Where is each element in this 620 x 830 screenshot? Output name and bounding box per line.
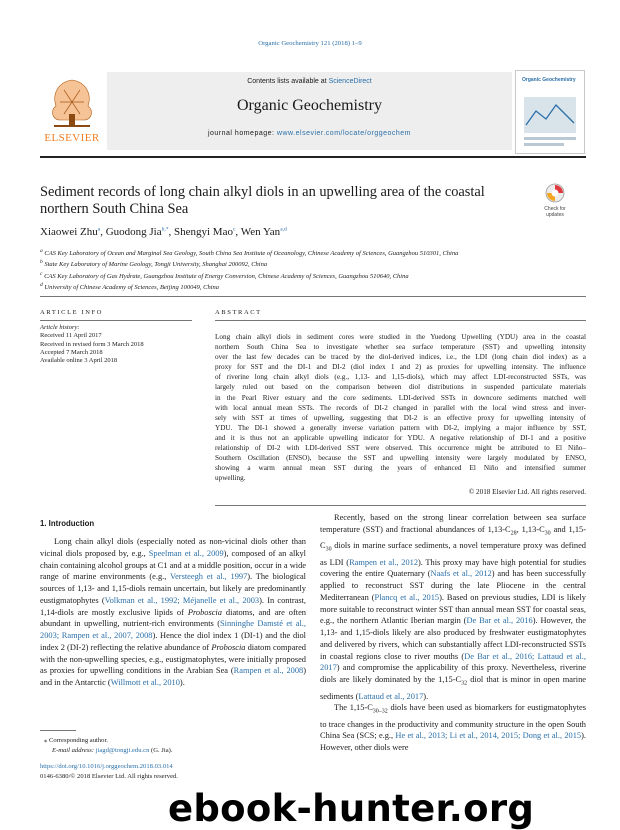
homepage-link[interactable]: www.elsevier.com/locate/orggeochem [276, 130, 412, 137]
author-name: Guodong Jia [105, 226, 162, 238]
citation-link[interactable]: He et al., 2013; Li et al., 2014, 2015; Dong et al., 2015 [395, 731, 582, 741]
citation-link[interactable]: Volkman et al., 1992; Méjanelle et al., 2003 [104, 595, 260, 605]
text-run: ). Based on previous studies, LDI is likely more suitable to reconstruct winter SST than annual mean SST for coastal seas, e.g., the northern Atlantic Iberian margin ( [320, 592, 586, 626]
contents-line: Contents lists available at ScienceDirect [247, 78, 372, 85]
citation-link[interactable]: Rampen et al., 2012 [349, 557, 419, 567]
history-item: Received 11 April 2017 [40, 332, 102, 340]
text-run: diols in marine surface sediments, a novel temperature proxy was defined as LDI ( [320, 541, 586, 567]
author-separator: , [168, 226, 174, 238]
text-run: The 1,15-C [334, 703, 373, 713]
author-affiliation-mark[interactable]: a [97, 226, 101, 233]
publisher-name: ELSEVIER [44, 132, 100, 144]
badge-text: Check for updates [544, 206, 566, 218]
author-name: Wen Yan [240, 226, 281, 238]
citation-link[interactable]: De Bar et al., 2016 [466, 616, 533, 626]
text-run: ). This proxy may have high potential for studies covering the entire Quaternary ( [320, 557, 586, 579]
abstract-heading: ABSTRACT [215, 309, 262, 316]
abstract-line: sely with SST at times of upwelling, suggesting that DI-2 is an effective proxy for upwelling intensity of [215, 413, 586, 422]
abstract-line: and it is thus not an applicable upwelling indicator for YDU. A negative relationship of DI-1 and a positive [215, 433, 586, 442]
footnote-rule [40, 730, 76, 731]
article-info-rule [40, 320, 192, 321]
text-run: diol that is minor in open marine sediments ( [320, 675, 586, 701]
subscript: 30 [325, 546, 332, 553]
journal-citation[interactable]: Organic Geochemistry 121 (2018) 1–9 [258, 40, 362, 47]
abstract-line: relationship of DI-2 with LDI-derived SST were observed. This occurrence might be attributed to El Niño– [215, 444, 586, 453]
italic-term: Proboscia [187, 607, 222, 617]
author-affiliation-mark[interactable]: c [232, 226, 236, 233]
asterisk-icon: ⁎ [44, 737, 48, 744]
text-run: ). The biological sources of 1,13- and 1,15-diols remain uncertain, but likely are predominantly eustigmatophytes ( [40, 572, 306, 605]
sciencedirect-link[interactable]: ScienceDirect [328, 78, 372, 85]
article-info-heading: ARTICLE INFO [40, 309, 104, 316]
affiliation [40, 258, 580, 269]
affiliation-mark: b [40, 259, 43, 266]
section-heading-introduction: 1. Introduction [40, 519, 95, 528]
paragraph [40, 536, 306, 689]
abstract-text [215, 332, 586, 483]
history-item: Available online 3 April 2018 [40, 357, 118, 365]
history-list [40, 332, 192, 365]
history-item: Accepted 7 March 2018 [40, 348, 103, 356]
abstract-rule [215, 320, 586, 321]
text-run: Recently, based on the strong linear correlation between sea surface temperature (SST) and fractional abundances of 1,13-C [320, 513, 586, 534]
affiliation-text: State Key Laboratory of Marine Geology, Tongji University, Shanghai 200092, China [42, 261, 268, 269]
copyright-line: © 2018 Elsevier Ltd. All rights reserved. [468, 488, 586, 497]
citation-link[interactable]: Rampen et al., 2008 [233, 666, 304, 676]
affiliation [40, 270, 580, 281]
email-link[interactable]: jiagd@tongji.edu.cn [95, 747, 150, 754]
elsevier-logo [40, 70, 104, 148]
abstract-line: Long chain alkyl diols in sediment cores were studied in the Yuedong Upwelling (YDU) area in the coastal [215, 333, 586, 341]
history-label: Article history: [40, 324, 80, 331]
crossmark-icon [545, 183, 565, 205]
text-run: ). [423, 691, 429, 701]
abstract-line: largely ruled out based on the comparison between diol distributions in suspended particulate materials [215, 383, 586, 392]
citation-link[interactable]: Speelman et al., 2009 [148, 548, 224, 558]
affiliation-text: CAS Key Laboratory of Ocean and Marginal Sea Geology, South China Sea Institute of Oceanology, Chinese Academy of Sciences, Guangzhou 510301, China [42, 250, 459, 258]
author-affiliation-mark[interactable]: a,d [280, 226, 287, 233]
abstract-line: proxy for SST and the DI-1 and DI-2 (diol index 1 and 2) as proxies for upwelling intensity. The influence [215, 363, 586, 372]
affiliation [40, 247, 580, 258]
text-run: ) and in the Antarctic ( [40, 666, 306, 687]
text-run: ). Hence the diol index 1 (DI-1) and the diol index 2 (DI-2) reflecting the relative abundance of [40, 631, 306, 652]
cover-title: Organic Geochemistry [522, 77, 576, 83]
citation-link[interactable]: Versteegh et al., 1997 [169, 572, 248, 582]
text-run: Long chain alkyl diols (especially noted as non-vicinal diols other than vicinal diols proposed by, e.g., [40, 537, 306, 558]
affiliation-mark: c [40, 270, 43, 277]
text-run: ) and has been successfully applied to reconstruct SST during the late Pliocene in the central Mediterranean ( [320, 569, 586, 602]
affiliation-mark: d [40, 282, 43, 289]
doi-link[interactable]: https://doi.org/10.1016/j.orggeochem.2018.03.014 [40, 763, 173, 770]
journal-title: Organic Geochemistry [237, 97, 382, 114]
author-name: Shengyi Mao [173, 226, 233, 238]
text-run: ), composed of an alkyl chain containing alcohol groups at C1 and at a middle position, occur in a wide range of marine environments (e.g., [40, 548, 306, 582]
affiliation-text: CAS Key Laboratory of Gas Hydrate, Guangzhou Institute of Energy Conversion, Chinese Academy of Sciences, Guangzhou 510640, China [42, 273, 409, 281]
abstract-line: of riverine long chain alkyl diols (e.g., 1,13- and 1,15-diols), which may affect LDI-reconstructed SSTs, was [215, 373, 586, 382]
corresponding-author: ⁎ Corresponding author. [44, 737, 108, 744]
issn-line: 0146-6380/© 2018 Elsevier Ltd. All rights reserved. [40, 773, 178, 780]
paragraph [320, 702, 586, 754]
subscript: 30–32 [372, 708, 388, 715]
paragraph [320, 512, 586, 702]
citation-link[interactable]: Plancq et al., 2015 [374, 592, 440, 602]
citation-link[interactable]: Lattaud et al., 2017 [358, 691, 424, 701]
text-run: diatom compared with the non-upwelling species, e.g., eustigmatophytes, were initially proposed as proxies for upwelling conditions in the Arabian Sea ( [40, 642, 306, 676]
affiliation-list [40, 247, 580, 293]
affiliation [40, 281, 580, 292]
text-run: diols have been used as biomarkers for eustigmatophytes to trace changes in the productivity and community structure in the open South China Sea (SCS; e.g., [320, 703, 586, 741]
affiliation-mark: a [40, 248, 43, 254]
abstract-line: showing a warm annual mean SST during the years of enhanced El Niño and intensified summer [215, 464, 586, 473]
text-run: ). In contrast, 1,14-diols are mostly exclusive lipids of [40, 595, 307, 617]
left-column-text [40, 536, 306, 689]
subscript: 28 [510, 530, 517, 537]
citation-link[interactable]: De Bar et al., 2016; Lattaud et al., 2017 [320, 651, 586, 673]
citation-link[interactable]: Naafs et al., 2012 [430, 569, 492, 579]
history-item: Received in revised form 3 March 2018 [40, 340, 144, 348]
article-title-block [40, 184, 495, 218]
text-run: ). However, the 1,13- and 1,15-diols likely are also produced by freshwater eustigmatophytes and delivered by rivers, which can substantially affect LDI-reconstructed SSTs in coastal regions close to river mouths ( [320, 616, 586, 661]
email-line: E-mail address: jiagd@tongji.edu.cn (G. Jia). [52, 747, 173, 754]
author-separator: , [100, 226, 106, 238]
subscript: 30 [544, 530, 551, 537]
footnote [44, 736, 306, 756]
abstract-line: over the last few decades can be traced by the diol-derived indices, i.e., the LDI (long chain diol index) as a [215, 353, 586, 362]
abstract [215, 309, 586, 506]
abstract-line: with local annual mean SSTs. The records of DI-2 changed in parallel with the local wind stress and inver- [215, 403, 586, 412]
author-separator: , [235, 226, 241, 238]
text-run: ) and compromise the applicability of this proxy. Nevertheless, riverine diols are likely dominated by the 1,15-C [320, 663, 586, 685]
affiliation-text: University of Chinese Academy of Sciences, Beijing 100049, China [42, 284, 219, 292]
journal-cover [515, 70, 585, 154]
article-title: Sediment records of long chain alkyl diols in an upwelling area of the coastal northern South China Sea [40, 184, 485, 217]
journal-header [107, 72, 512, 150]
text-run: ). [179, 678, 185, 687]
text-run: diatoms, and are often abundant in upwelling, nutrient-rich environments ( [40, 607, 306, 629]
abstract-line: in the Pearl River estuary and the core sediments. LDI-derived SSTs in downcore sediments matched well [215, 393, 586, 402]
italic-term: Proboscia [211, 642, 246, 652]
info-top-rule [40, 296, 586, 297]
cover-graphic-icon [516, 95, 584, 153]
abstract-line: northern South China Sea to investigate whether sea surface temperature (SST) and upwelling intensity [215, 343, 586, 352]
check-for-updates-badge[interactable] [528, 183, 582, 221]
abstract-line: Southern Oscillation (ENSO), because the SST and upwelling intensity were largely modulated by ENSO, [215, 454, 586, 463]
abstract-bottom-rule [215, 505, 586, 506]
abstract-line: YDU. The DI-1 showed a generally inverse variation pattern with DI-2, implying a major influence by SST, [215, 423, 586, 432]
article-info [40, 309, 192, 365]
watermark: ebook-hunter.org [168, 787, 535, 830]
author-affiliation-mark[interactable]: b,* [161, 226, 169, 233]
text-run: ). However, other diols were [320, 731, 586, 753]
citation-link[interactable]: Sinninghe Damsté et al., 2003; Rampen et al., 2007, 2008 [40, 619, 306, 640]
author-name: Xiaowei Zhu [40, 226, 98, 238]
right-column-text [320, 512, 586, 754]
citation-link[interactable]: Willmott et al., 2010 [110, 678, 180, 687]
header-rule [40, 156, 586, 158]
text-run: , 1,13-C [516, 524, 545, 534]
author-list [40, 226, 560, 238]
subscript: 32 [461, 680, 468, 687]
text-run: and 1,15-C [320, 524, 587, 551]
abstract-line: upwelling. [215, 474, 246, 483]
homepage-line: journal homepage: www.elsevier.com/locate/orggeochem [207, 130, 412, 137]
